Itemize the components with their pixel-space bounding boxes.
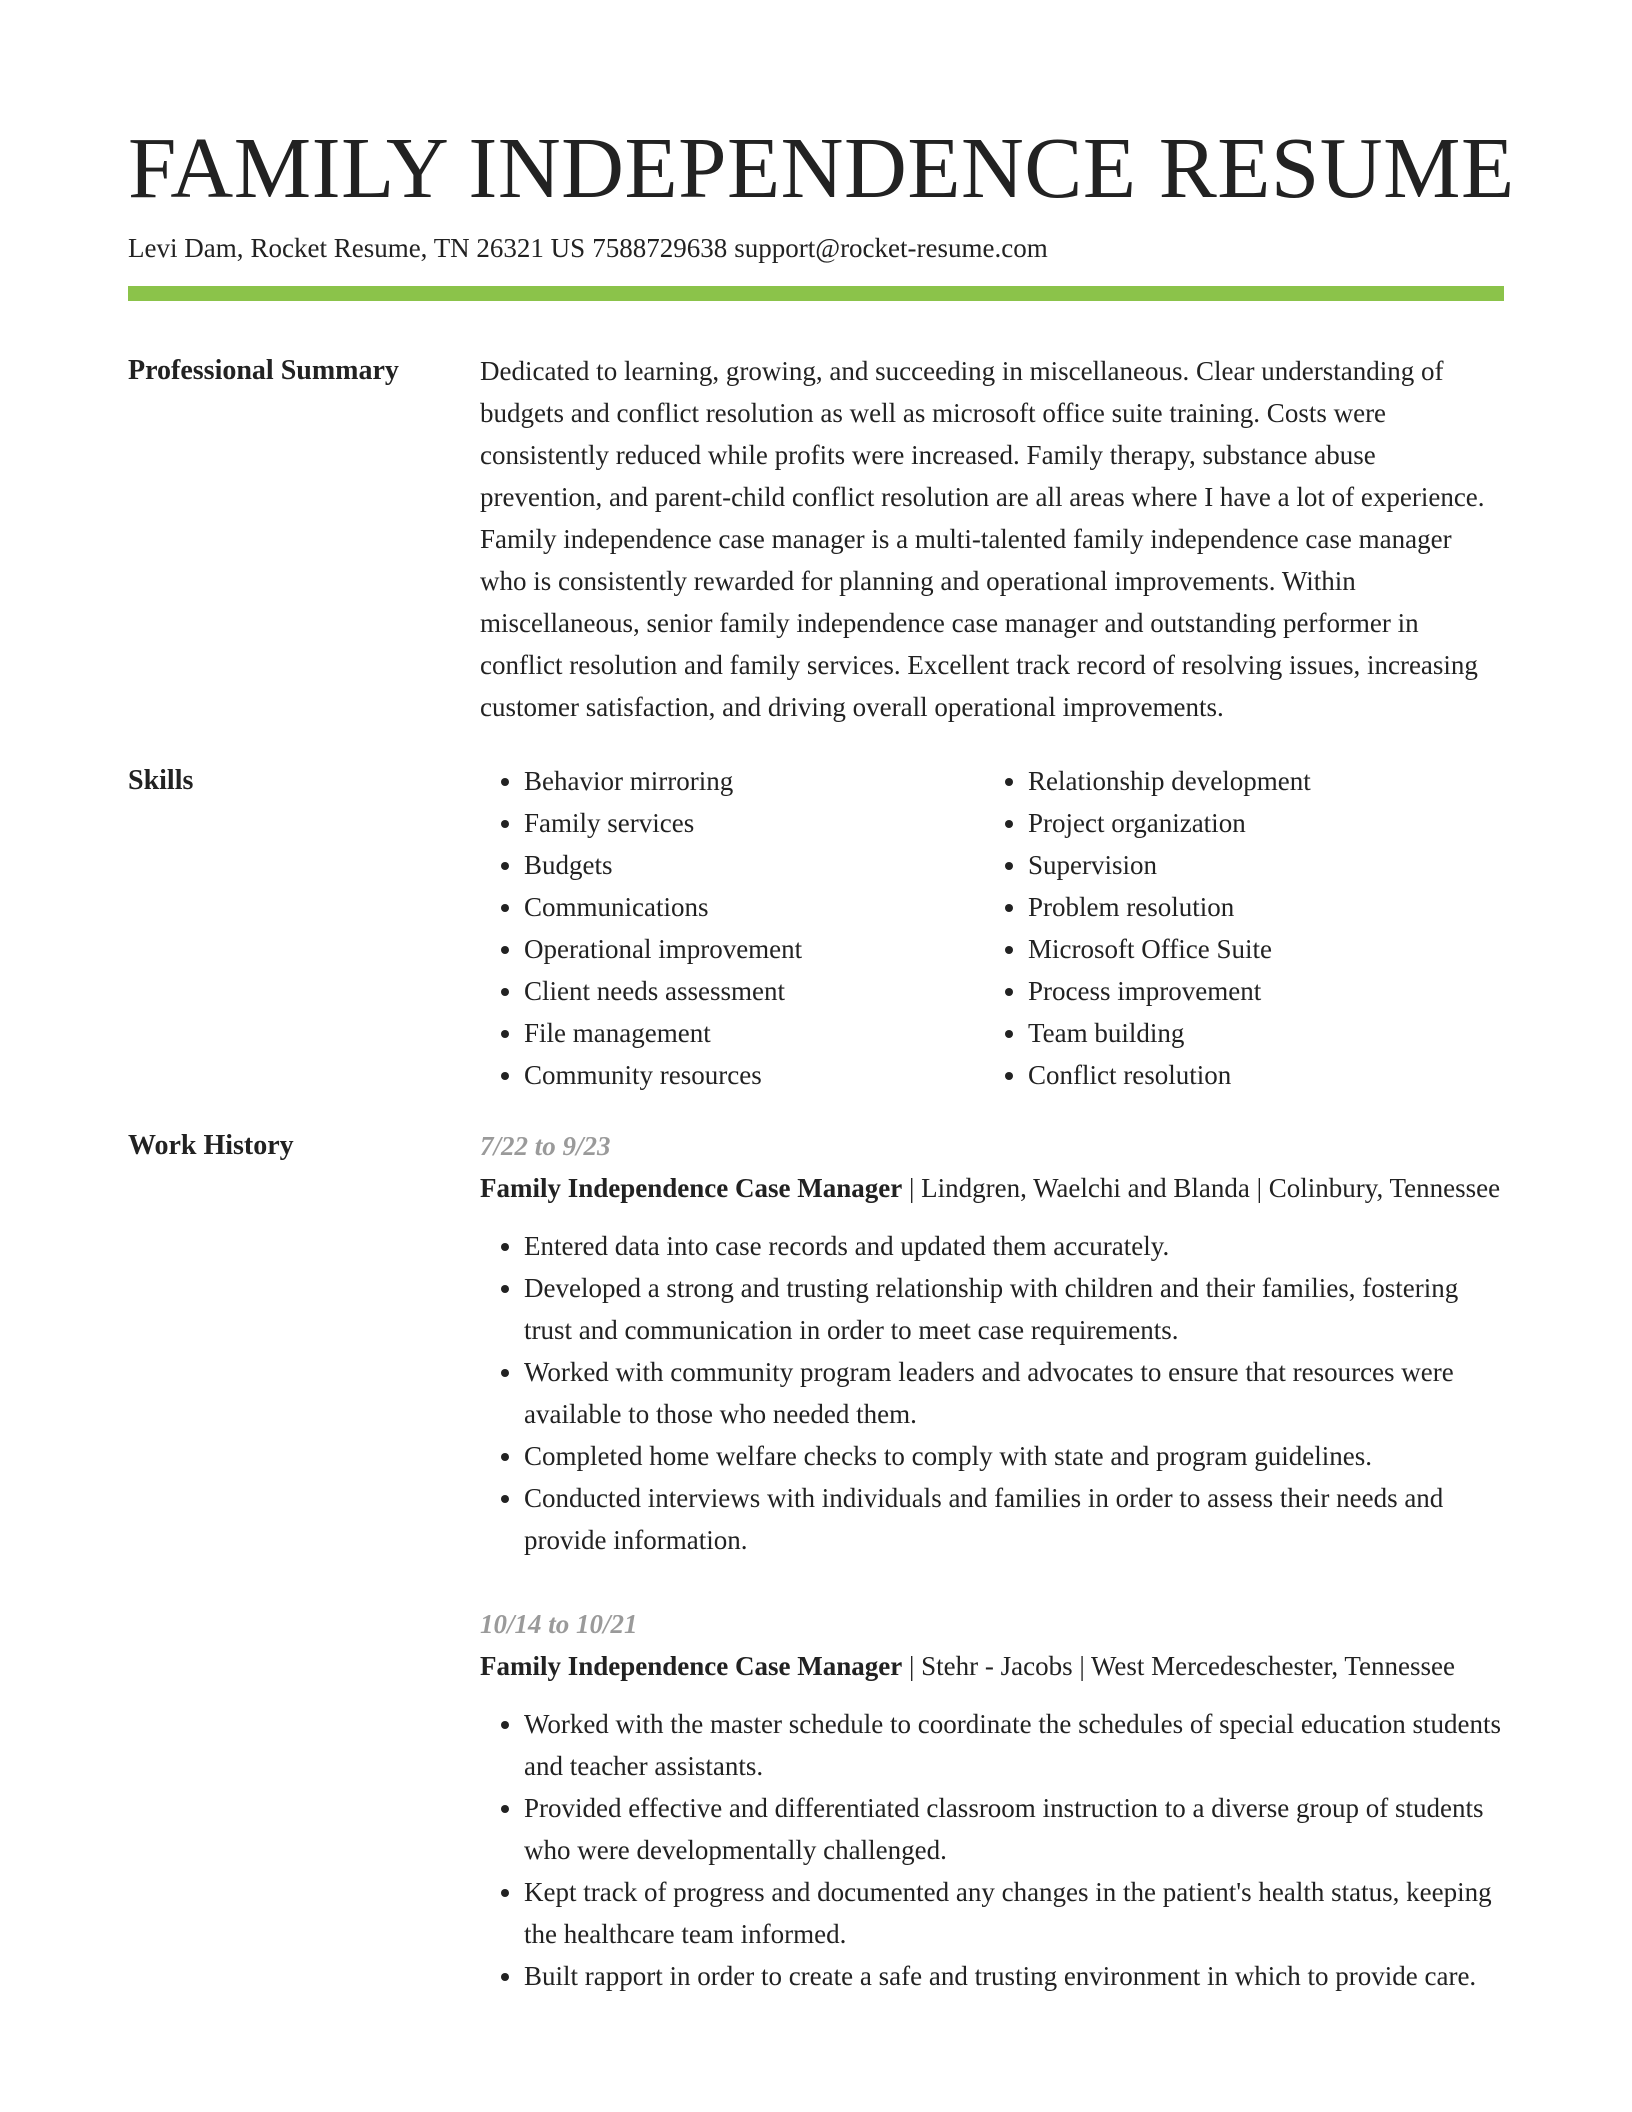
skill-item: • File management bbox=[524, 1012, 984, 1054]
job-heading bbox=[480, 1645, 1504, 1687]
job-bullet: • Kept track of progress and documented any changes in the patient's health status, keeping the healthcare team informed. bbox=[524, 1871, 1504, 1955]
job-heading bbox=[480, 1167, 1504, 1209]
job-details: | Stehr - Jacobs | West Mercedeschester, Tennessee bbox=[902, 1651, 1455, 1681]
summary-heading: Professional Summary bbox=[128, 355, 399, 386]
skill-item: • Relationship development bbox=[1028, 760, 1488, 802]
skill-item: • Budgets bbox=[524, 844, 984, 886]
job-entry bbox=[480, 1125, 1504, 1561]
contact-address: Rocket Resume, TN 26321 US bbox=[250, 233, 586, 263]
job-bullet: • Worked with community program leaders and advocates to ensure that resources were available to those who needed them. bbox=[524, 1351, 1504, 1435]
header-divider bbox=[128, 286, 1504, 301]
skill-item: • Process improvement bbox=[1028, 970, 1488, 1012]
skill-item: • Team building bbox=[1028, 1012, 1488, 1054]
skill-item: • Behavior mirroring bbox=[524, 760, 984, 802]
job-dates: 10/14 to 10/21 bbox=[480, 1609, 638, 1639]
job-bullet: • Provided effective and differentiated classroom instruction to a diverse group of students who were developmentally challenged. bbox=[524, 1787, 1504, 1871]
skill-item: • Microsoft Office Suite bbox=[1028, 928, 1488, 970]
job-details: | Lindgren, Waelchi and Blanda | Colinbury, Tennessee bbox=[902, 1173, 1501, 1203]
job-bullet: • Worked with the master schedule to coordinate the schedules of special education students and teacher assistants. bbox=[524, 1703, 1504, 1787]
summary-text: Dedicated to learning, growing, and succeeding in miscellaneous. Clear understanding of budgets and conflict resolution as well as microsoft office suite training. Costs were consistently reduced while profits were increased. Family therapy, substance abuse prevention, and parent-child conflict resolution are all areas where I have a lot of experience. Family independence case manager is a multi-talented family independence case manager who is consistently rewarded for planning and operational improvements. Within miscellaneous, senior family independence case manager and outstanding performer in conflict resolution and family services. Excellent track record of resolving issues, increasing customer satisfaction, and driving overall operational improvements. bbox=[480, 356, 1485, 722]
job-bullet: • Developed a strong and trusting relationship with children and their families, fostering trust and communication in order to meet case requirements. bbox=[524, 1267, 1504, 1351]
job-title: Family Independence Case Manager bbox=[480, 1651, 903, 1681]
contact-phone: 7588729638 bbox=[592, 233, 728, 263]
skills-heading: Skills bbox=[128, 765, 194, 796]
contact-email: support@rocket-resume.com bbox=[734, 233, 1048, 263]
job-bullet: • Entered data into case records and updated them accurately. bbox=[524, 1225, 1504, 1267]
skill-item: • Supervision bbox=[1028, 844, 1488, 886]
job-entry bbox=[480, 1603, 1504, 1997]
job-bullet: • Conducted interviews with individuals and families in order to assess their needs and provide information. bbox=[524, 1477, 1504, 1561]
job-bullet: • Completed home welfare checks to comply with state and program guidelines. bbox=[524, 1435, 1504, 1477]
skill-item: • Project organization bbox=[1028, 802, 1488, 844]
skills-body bbox=[480, 760, 1504, 1096]
job-dates: 7/22 to 9/23 bbox=[480, 1131, 611, 1161]
skills-list-right bbox=[984, 760, 1488, 1096]
skills-columns bbox=[480, 760, 1504, 1096]
skills-list-left bbox=[480, 760, 984, 1096]
work-history-body bbox=[480, 1125, 1504, 2039]
skill-item: • Community resources bbox=[524, 1054, 984, 1096]
skill-item: • Family services bbox=[524, 802, 984, 844]
skill-item: • Conflict resolution bbox=[1028, 1054, 1488, 1096]
contact-line bbox=[128, 230, 1048, 266]
work-history-heading: Work History bbox=[128, 1130, 294, 1161]
skill-item: • Client needs assessment bbox=[524, 970, 984, 1012]
job-bullets bbox=[480, 1225, 1504, 1561]
job-bullet: • Built rapport in order to create a safe and trusting environment in which to provide care. bbox=[524, 1955, 1504, 1997]
skill-item: • Operational improvement bbox=[524, 928, 984, 970]
job-title: Family Independence Case Manager bbox=[480, 1173, 903, 1203]
skill-item: • Communications bbox=[524, 886, 984, 928]
resume-title: FAMILY INDEPENDENCE RESUME bbox=[128, 119, 1515, 216]
skill-item: • Problem resolution bbox=[1028, 886, 1488, 928]
contact-name: Levi Dam, bbox=[128, 233, 244, 263]
job-bullets bbox=[480, 1703, 1504, 1997]
summary-body bbox=[480, 350, 1504, 728]
